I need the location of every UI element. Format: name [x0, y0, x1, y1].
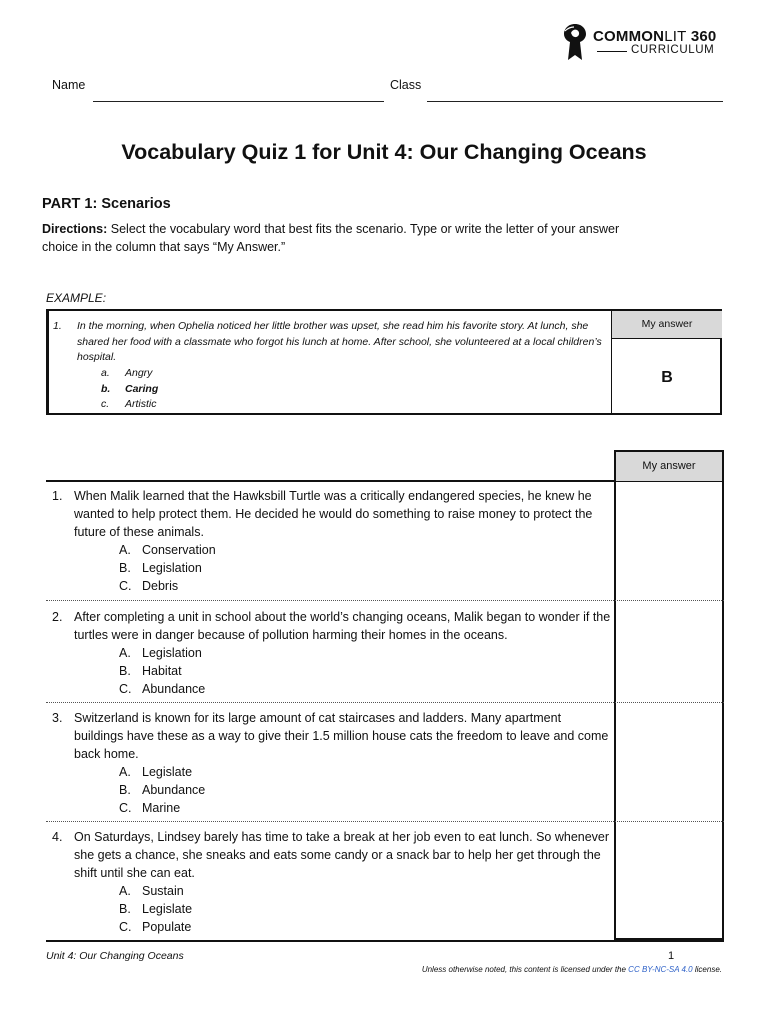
question-choices: A. Legislate B. Abundance C. Marine	[119, 765, 206, 815]
question-4: 4. On Saturdays, Lindsey barely has time to take a break at her job even to eat lunch. So whenever she gets a chance, she sneaks and eats some candy or a snack bar to help her get through the shift until she can eat. A. Sustain B. Legislate C. Populate	[46, 828, 612, 936]
answer-cell-3[interactable]	[614, 703, 724, 821]
example-answer-column	[611, 311, 722, 413]
example-box: 1. In the morning, when Ophelia noticed her little brother was upset, she read him his favorite story. At lunch, she shared her food with a classmate who forgot his lunch at home. After school, she volunteered at a local children’s hospital. a. Angry b. Caring c. Artistic My answer B	[46, 309, 722, 415]
commonlit-logo	[562, 22, 732, 62]
footer-unit: Unit 4: Our Changing Oceans	[46, 950, 184, 962]
license-link[interactable]: CC BY-NC-SA 4.0	[628, 965, 693, 974]
question-text: Switzerland is known for its large amount of cat staircases and ladders. Many apartment buildings have these as a way to give their 1.5 million house cats the freedom to leave and come back home.	[74, 711, 609, 761]
table-top-rule	[46, 480, 614, 482]
example-number: 1.	[53, 320, 62, 332]
directions-text: Select the vocabulary word that best fits the scenario. Type or write the letter of your answer choice in the column that says “My Answer.”	[42, 222, 620, 254]
table-bottom-rule	[46, 940, 724, 942]
answer-cell-4[interactable]	[614, 822, 724, 939]
part1-heading: PART 1: Scenarios	[42, 196, 171, 212]
question-3: 3. Switzerland is known for its large amount of cat staircases and ladders. Many apartment buildings have these as a way to give their 1.5 million house cats the freedom to leave and come back home. A. Legislate B. Abundance C. Marine	[46, 709, 612, 817]
question-2: 2. After completing a unit in school about the world’s changing oceans, Malik began to wonder if the turtles were in danger because of pollution harming their homes in the oceans. A. Legislation B. Habitat C. Abundance	[52, 610, 611, 696]
logo-subtitle: CURRICULUM	[631, 44, 715, 56]
answer-header: My answer	[616, 452, 722, 482]
directions	[42, 220, 642, 256]
logo-wordmark: COMMONLIT 360	[593, 28, 717, 45]
question-choices: A. Conservation B. Legislation C. Debris	[119, 543, 216, 593]
example-answer-value: B	[661, 369, 673, 386]
question-text: On Saturdays, Lindsey barely has time to take a break at her job even to eat lunch. So whenever she gets a chance, she sneaks and eats some candy or a snack bar to help her get through the shift until she can eat.	[74, 830, 610, 880]
example-question	[53, 319, 609, 366]
class-label: Class	[390, 78, 422, 92]
page-number: 1	[668, 950, 675, 962]
answer-cell-1[interactable]	[614, 481, 724, 600]
license-note: Unless otherwise noted, this content is licensed under the CC BY-NC-SA 4.0 license.	[421, 965, 722, 974]
class-field[interactable]	[427, 101, 723, 102]
name-label: Name	[52, 78, 86, 92]
question-choices: A. Sustain B. Legislate C. Populate	[119, 884, 193, 934]
name-field[interactable]	[93, 101, 384, 102]
question-text: After completing a unit in school about the world’s changing oceans, Malik began to wonder if the turtles were in danger because of pollution harming their homes in the oceans.	[74, 610, 611, 642]
answer-cell-2[interactable]	[614, 601, 724, 702]
page-title: Vocabulary Quiz 1 for Unit 4: Our Changing Oceans	[121, 140, 647, 164]
question-choices: A. Legislation B. Habitat C. Abundance	[119, 646, 206, 696]
question-text: When Malik learned that the Hawksbill Turtle was a critically endangered species, he knew he wanted to help protect them. He decided he would do something to raise money to protect the future of these animals.	[74, 489, 593, 539]
example-text: In the morning, when Ophelia noticed her little brother was upset, she read him his favorite story. At lunch, she shared her food with a classmate who forgot his lunch at home. After school, she volunteered at a local children’s hospital.	[77, 320, 602, 363]
example-answer-header: My answer	[612, 311, 722, 339]
question-1: 1. When Malik learned that the Hawksbill Turtle was a critically endangered species, he knew he wanted to help protect them. He decided he would do something to raise money to protect the future of these animals. A. Conservation B. Legislation C. Debris	[46, 487, 612, 595]
questions-table	[46, 450, 724, 942]
logo-rule	[597, 51, 627, 52]
example-label: EXAMPLE:	[46, 291, 107, 305]
lighthouse-logo-icon	[562, 22, 588, 62]
directions-label: Directions:	[42, 222, 108, 236]
